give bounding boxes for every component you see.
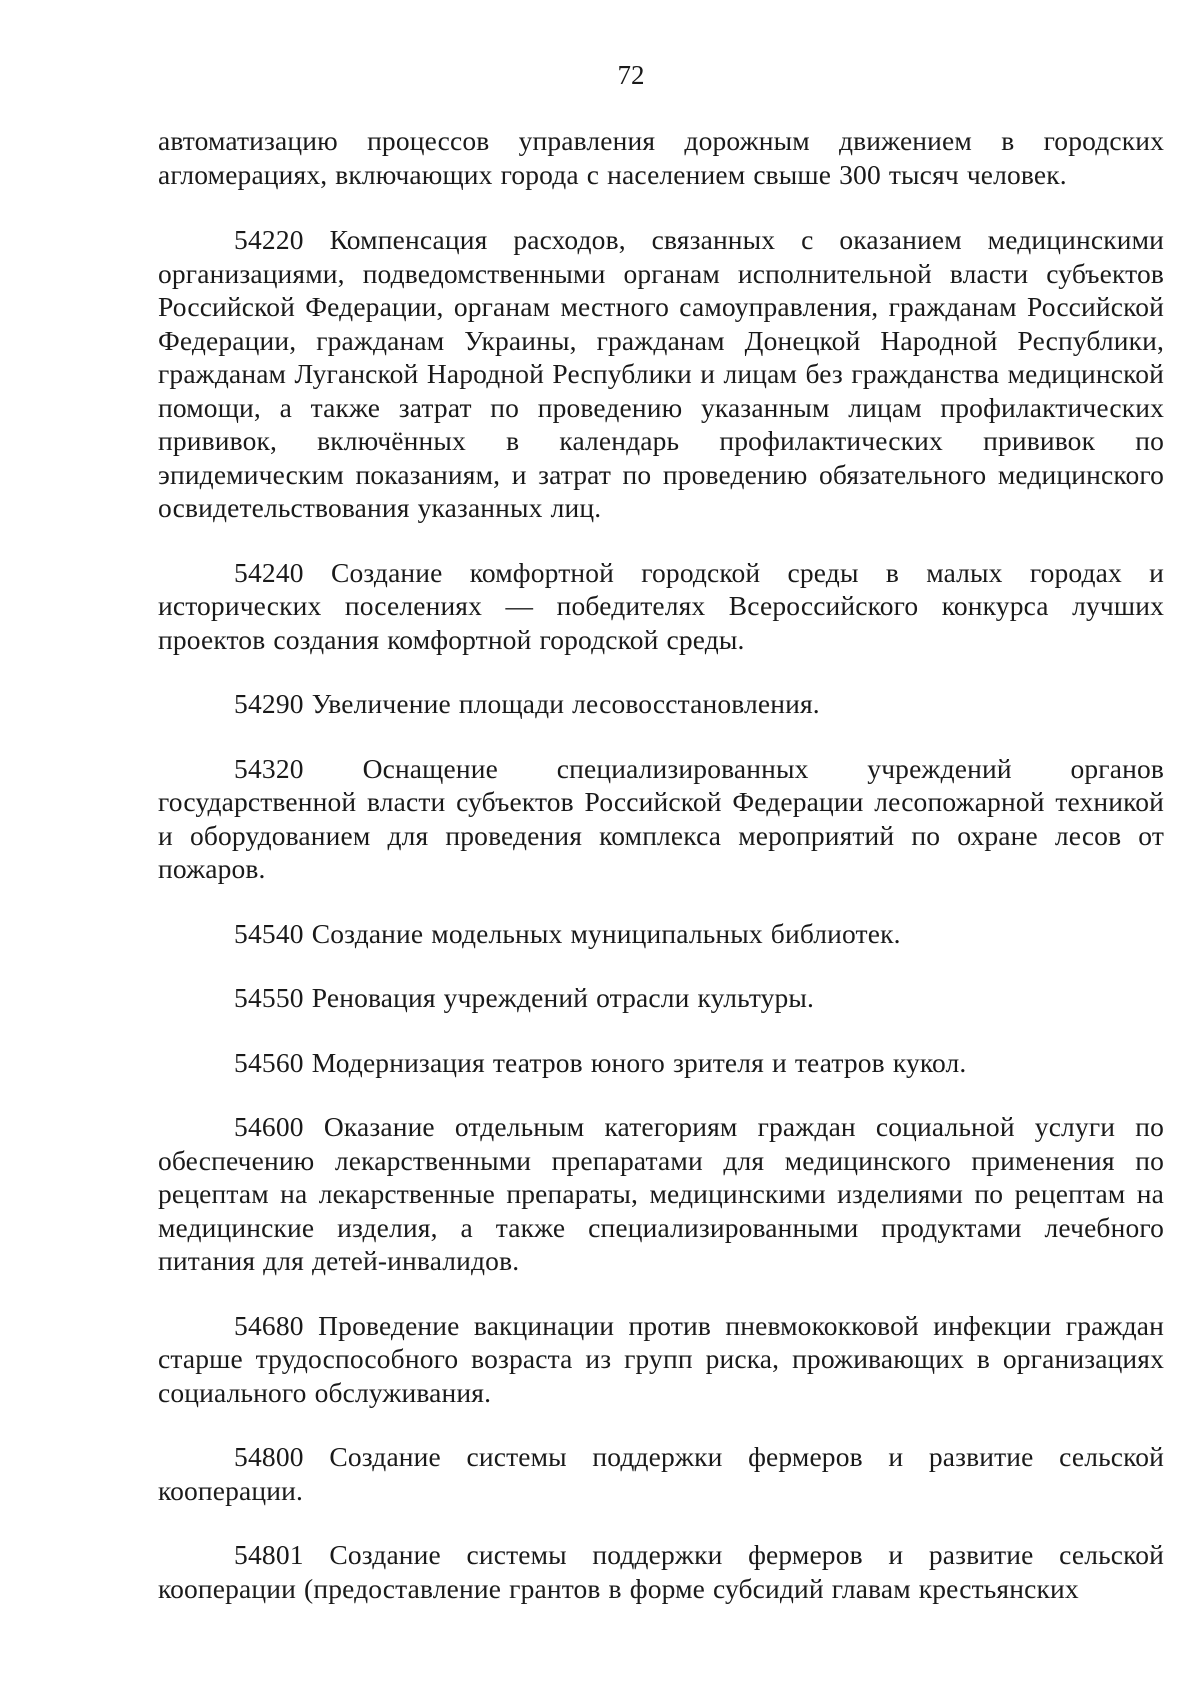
paragraph-code: 54240: [234, 556, 304, 588]
paragraph-54800: [158, 1440, 1164, 1507]
paragraph-code: 54800: [234, 1441, 304, 1472]
paragraph-text: Оснащение специализированных учреждений органов государственной власти субъектов Российской Федерации лесопожарной техникой и оборудованием для проведения комплекса мероприятий по охране лесов от пожаров.: [158, 752, 1164, 884]
paragraph-text: Проведение вакцинации против пневмококковой инфекции граждан старше трудоспособного возраста из групп риска, проживающих в организациях социального обслуживания.: [158, 1309, 1165, 1408]
paragraph-text: автоматизацию процессов управления дорожным движением в городских агломерациях, включающих города с населением свыше 300 тысяч человек.: [158, 125, 1164, 190]
paragraph-text: Создание системы поддержки фермеров и развитие сельской кооперации.: [158, 1441, 1165, 1506]
paragraph-54550: [158, 981, 1164, 1015]
paragraph-54600: [158, 1110, 1164, 1278]
paragraph-54290: [158, 687, 1164, 721]
paragraph-code: 54680: [234, 1309, 304, 1341]
paragraph-code: 54220: [234, 224, 304, 255]
paragraph-text: Оказание отдельным категориям граждан социальной услуги по обеспечению лекарственными препаратами для медицинского применения по рецептам на лекарственные препараты, медицинскими изделиями по рецептам на медицинские изделия, а также специализированными продуктами лечебного питания для детей-инвалидов.: [158, 1111, 1165, 1276]
paragraph-code: 54320: [234, 752, 304, 784]
paragraph-code: 54540: [234, 917, 304, 949]
paragraph-text: Создание комфортной городской среды в малых городах и исторических поселениях — победителях Всероссийского конкурса лучших проектов создания комфортной городской среды.: [158, 556, 1164, 655]
paragraph-54540: [158, 917, 1164, 951]
paragraph-text: Создание модельных муниципальных библиотек.: [311, 917, 901, 949]
paragraph-code: 54550: [234, 982, 304, 1013]
paragraph-54801: [158, 1538, 1164, 1605]
paragraph-54680: [158, 1309, 1164, 1410]
paragraph-text: Увеличение площади лесовосстановления.: [311, 688, 820, 719]
paragraph-54240: [158, 556, 1164, 657]
paragraph-continuation: [158, 124, 1164, 191]
paragraph-code: 54801: [234, 1539, 304, 1570]
paragraph-text: Модернизация театров юного зрителя и театров кукол.: [311, 1046, 967, 1078]
paragraph-code: 54600: [234, 1111, 304, 1142]
paragraph-code: 54290: [234, 688, 304, 719]
page-number: 72: [617, 60, 645, 90]
paragraph-code: 54560: [234, 1046, 304, 1078]
paragraph-54560: [158, 1046, 1164, 1080]
paragraph-text: Создание системы поддержки фермеров и развитие сельской кооперации (предоставление грантов в форме субсидий главам крестьянских: [158, 1539, 1165, 1604]
paragraph-54220: [158, 223, 1164, 525]
paragraph-54320: [158, 752, 1164, 886]
paragraph-text: Реновация учреждений отрасли культуры.: [311, 982, 815, 1013]
paragraph-text: Компенсация расходов, связанных с оказанием медицинскими организациями, подведомственными органам исполнительной власти субъектов Российской Федерации, органам местного самоуправления, гражданам Российской Федерации, гражданам Украины, гражданам Донецкой Народной Республики, гражданам Луганской Народной Республики и лицам без гражданства медицинской помощи, а также затрат по проведению указанным лицам профилактических прививок, включённых в календарь профилактических прививок по эпидемическим показаниям, и затрат по проведению обязательного медицинского освидетельствования указанных лиц.: [158, 224, 1164, 523]
document-body: [158, 124, 1164, 1636]
